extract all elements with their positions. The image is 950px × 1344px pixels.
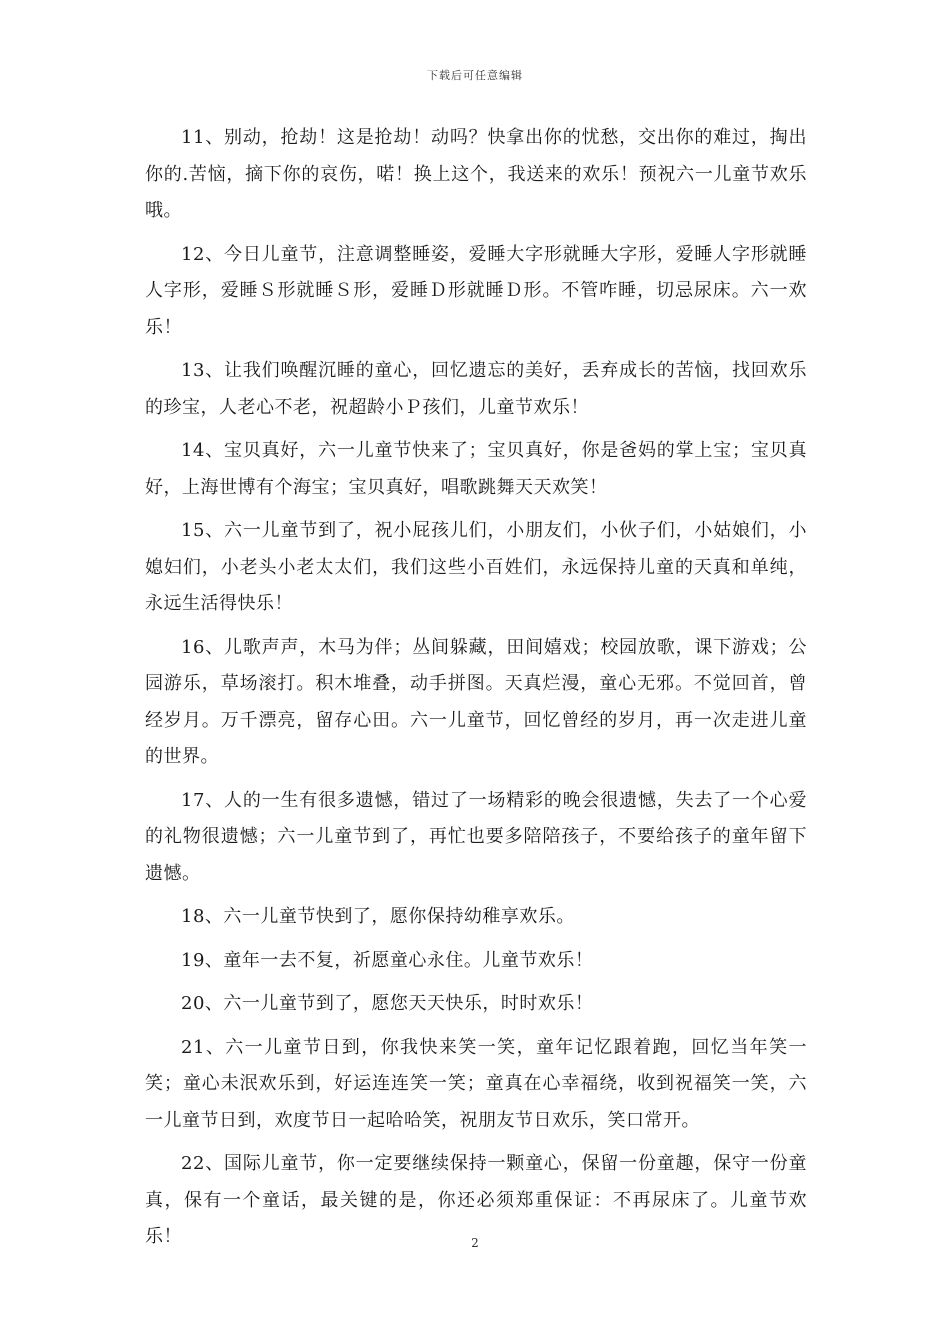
paragraph-19: 19、童年一去不复，祈愿童心永住。儿童节欢乐！ <box>181 949 594 971</box>
paragraph-13: 13、让我们唤醒沉睡的童心，回忆遗忘的美好，丢弃成长的苦恼，找回欢乐的珍宝，人老心不老，祝超龄小Ｐ孩们，儿童节欢乐！ <box>145 360 807 418</box>
paragraph-12: 12、今日儿童节，注意调整睡姿，爱睡大字形就睡大字形，爱睡人字形就睡人字形，爱睡Ｓ形就睡Ｓ形，爱睡Ｄ形就睡Ｄ形。不管咋睡，切忌尿床。六一欢乐！ <box>145 243 807 338</box>
paragraph-15: 15、六一儿童节到了，祝小屁孩儿们，小朋友们，小伙子们，小姑娘们，小媳妇们，小老头小老太太们，我们这些小百姓们，永远保持儿童的天真和单纯，永远生活得快乐！ <box>145 520 807 614</box>
paragraph-21: 21、六一儿童节日到，你我快来笑一笑，童年记忆跟着跑，回忆当年笑一笑；童心未泯欢乐到，好运连连笑一笑；童真在心幸福绕，收到祝福笑一笑，六一儿童节日到，欢度节日一起哈哈笑，祝朋友节日欢乐，笑口常开。 <box>145 1036 807 1131</box>
paragraph-18: 18、六一儿童节快到了，愿你保持幼稚享欢乐。 <box>181 906 575 927</box>
document-body <box>145 120 807 1263</box>
header-note: 下载后可任意编辑 <box>427 69 523 82</box>
paragraph-22: 22、国际儿童节，你一定要继续保持一颗童心，保留一份童趣，保守一份童真，保有一个童话，最关键的是，你还必须郑重保证：不再尿床了。儿童节欢乐！ <box>145 1153 807 1247</box>
paragraph-20: 20、六一儿童节到了，愿您天天快乐，时时欢乐！ <box>181 993 594 1014</box>
page-number: 2 <box>471 1236 479 1250</box>
paragraph-17: 17、人的一生有很多遗憾，错过了一场精彩的晚会很遗憾，失去了一个心爱的礼物很遗憾；六一儿童节到了，再忙也要多陪陪孩子，不要给孩子的童年留下遗憾。 <box>145 789 807 884</box>
paragraph-16: 16、儿歌声声，木马为伴；丛间躲藏，田间嬉戏；校园放歌，课下游戏；公园游乐，草场滚打。积木堆叠，动手拼图。天真烂漫，童心无邪。不觉回首，曾经岁月。万千漂亮，留存心田。六一儿童节，回忆曾经的岁月，再一次走进儿童的世界。 <box>145 636 807 767</box>
paragraph-11: 11、别动，抢劫！这是抢劫！动吗？快拿出你的忧愁，交出你的难过，掏出你的.苦恼，摘下你的哀伤，喏！换上这个，我送来的欢乐！预祝六一儿童节欢乐哦。 <box>145 127 807 221</box>
paragraph-14: 14、宝贝真好，六一儿童节快来了；宝贝真好，你是爸妈的掌上宝；宝贝真好，上海世博有个海宝；宝贝真好，唱歌跳舞天天欢笑！ <box>145 440 807 498</box>
